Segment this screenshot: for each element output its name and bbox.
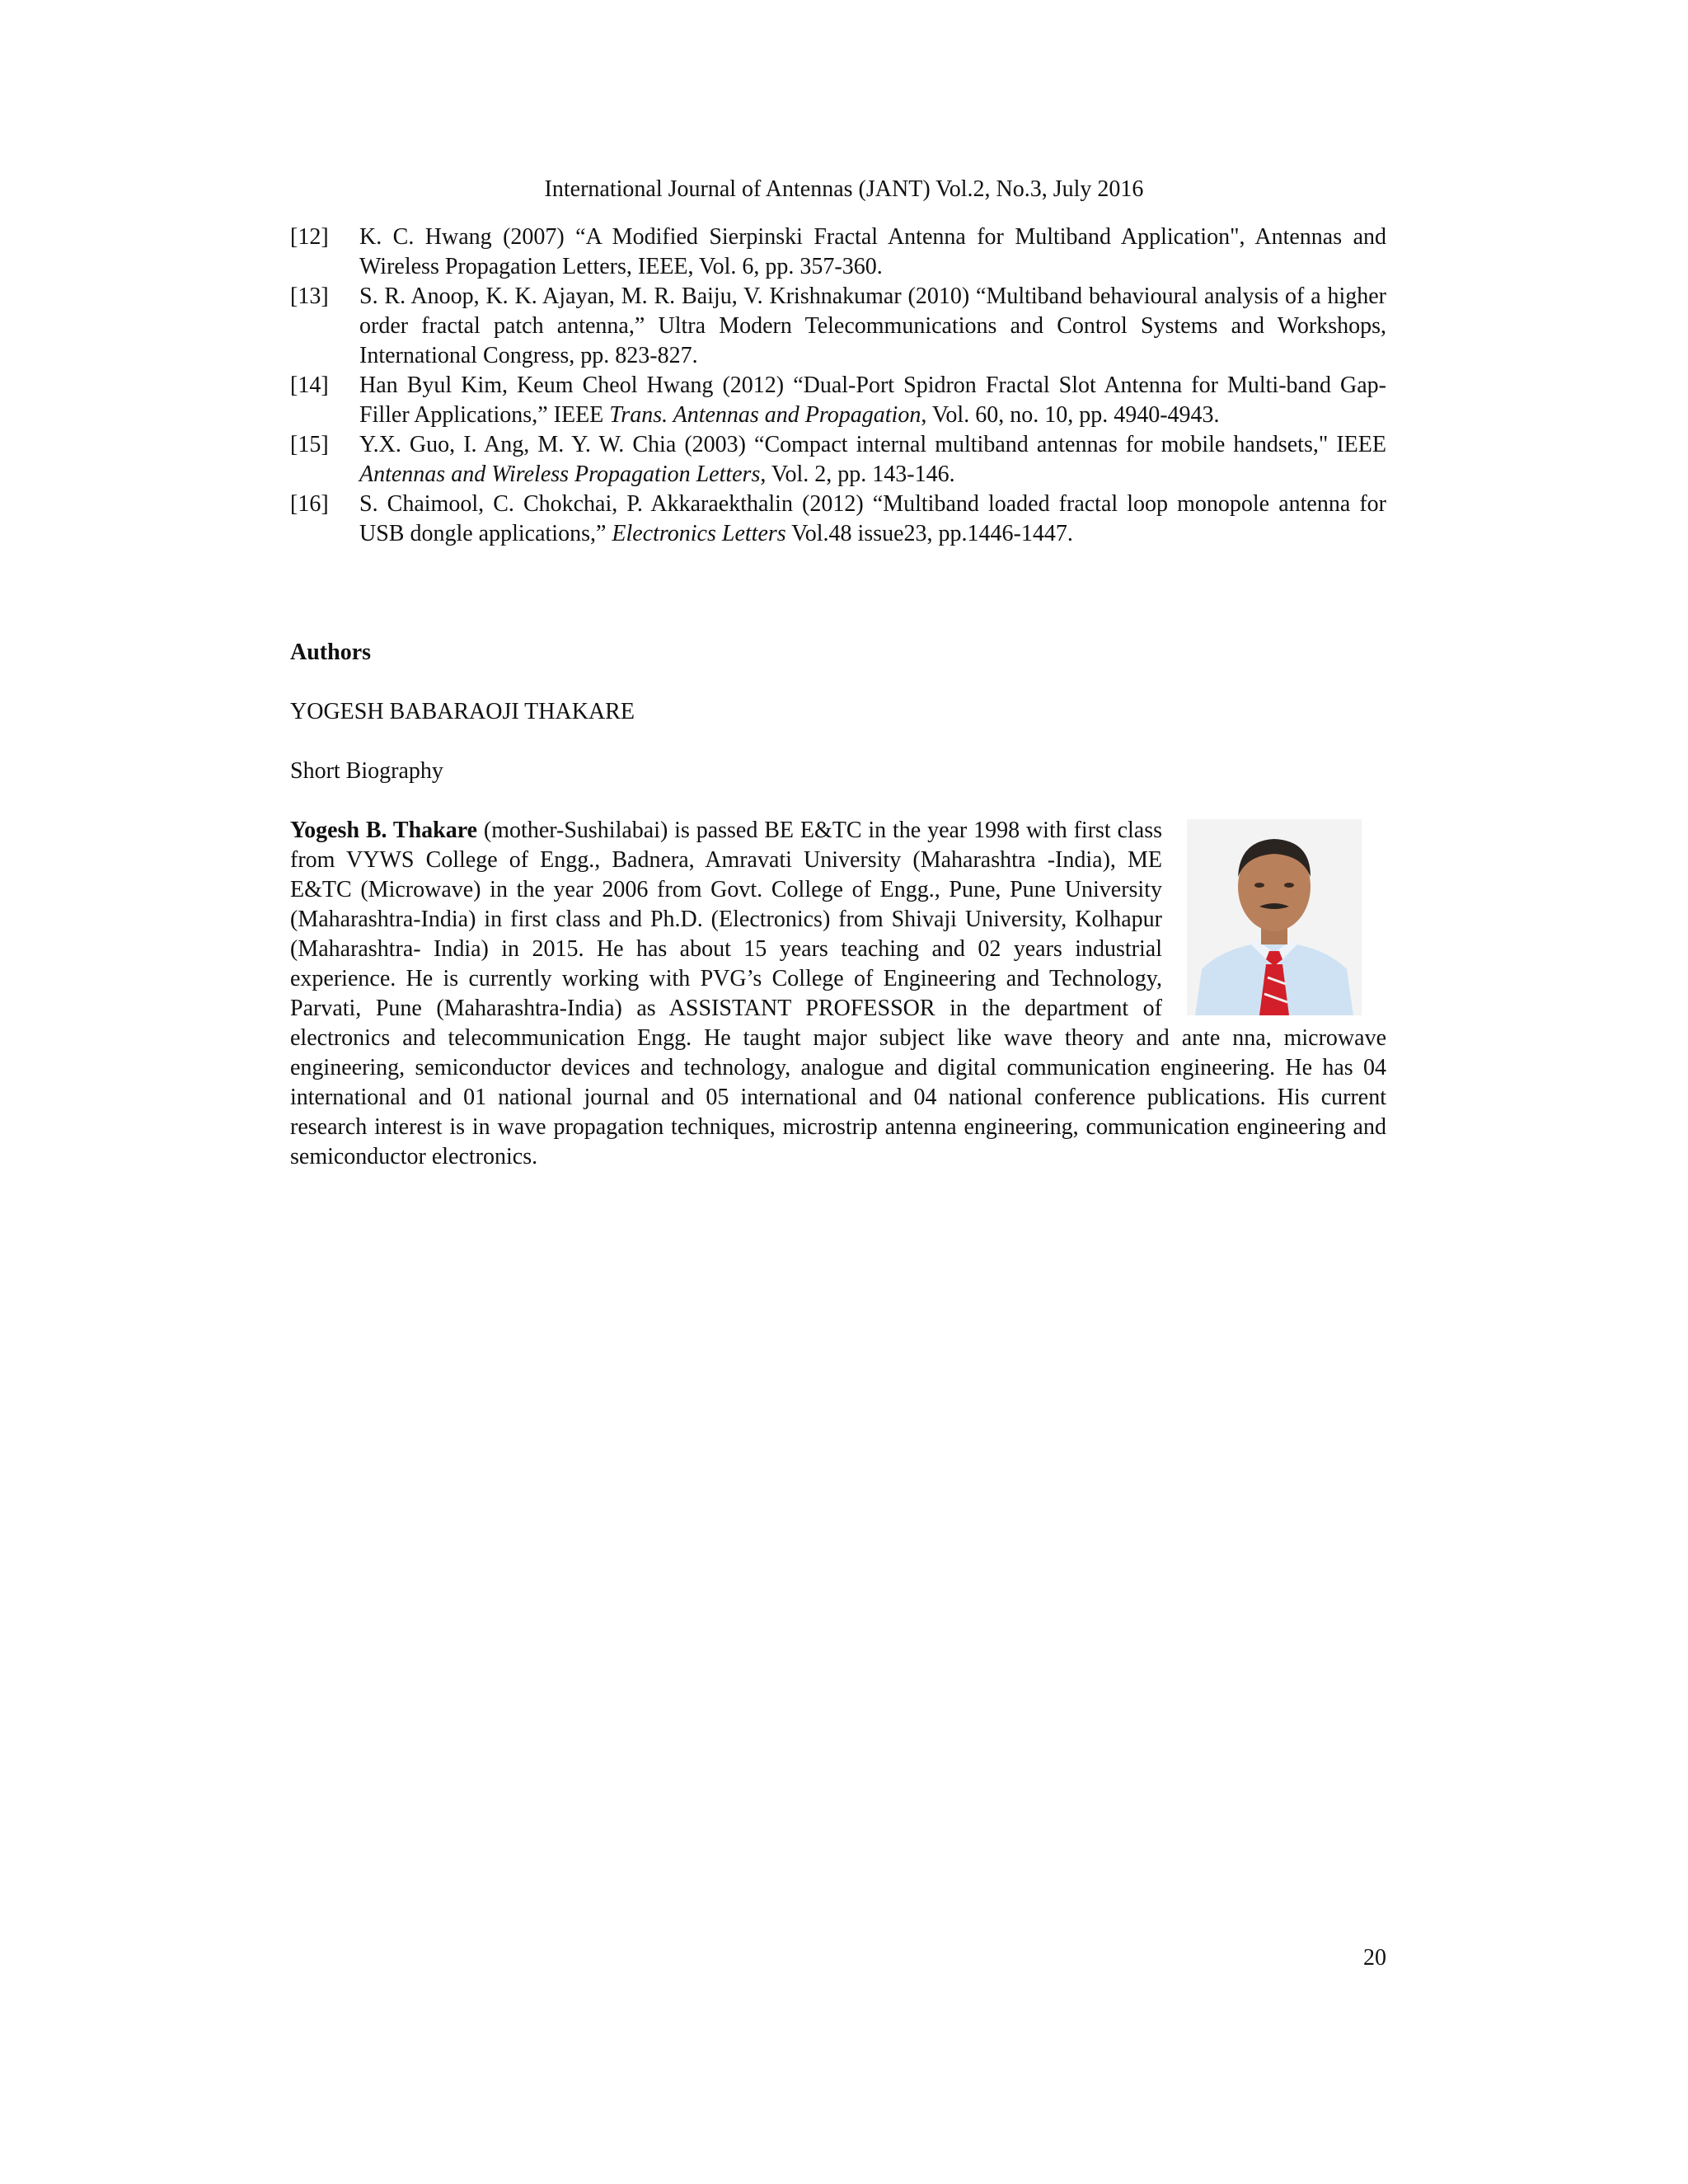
author-name: YOGESH BABARAOJI THAKARE: [290, 699, 635, 724]
author-biography: [290, 816, 1386, 1172]
reference-item: [290, 371, 1386, 430]
biography-text: (mother-Sushilabai) is passed BE E&TC in the year 1998 with first class from VYWS College of Engg., Badnera, Amravati University (Maharashtra -India), ME E&TC (Microwave) in the year 2006 from Govt. College of Engg., Pune, Pune University (Maharashtra-India) in first class and Ph.D. (Electronics) from Shivaji University, Kolhapur (Maharashtra- India) in 2015. He has about 15 years teaching and 02 years industrial experience. He is currently working with PVG’s College of Engineering and Technology, Parvati, Pune (Maharashtra-India) as ASSISTANT PROFESSOR in the department of electronics and telecommunication Engg. He taught major subject like wave theory and ante nna, microwave engineering, semiconductor devices and technology, analogue and digital communication engineering. He has 04 international and 01 national journal and 05 international and 04 national conference publications. His current research interest is in wave propagation techniques, microstrip antenna engineering, communication engineering and semiconductor electronics.: [290, 818, 1386, 1169]
reference-item: [290, 430, 1386, 490]
biography-author-name: Yogesh B. Thakare: [290, 818, 478, 843]
reference-item: [290, 223, 1386, 282]
reference-number: [12]: [290, 224, 329, 250]
authors-heading: Authors: [290, 640, 372, 665]
reference-text: S. R. Anoop, K. K. Ajayan, M. R. Baiju, V. Krishnakumar (2010) “Multiband behavioural analysis of a higher order fractal patch antenna,” Ultra Modern Telecommunications and Control Systems and Workshops, International Congress, pp. 823-827.: [359, 284, 1386, 368]
reference-list: [290, 223, 1386, 549]
short-biography-label: Short Biography: [290, 758, 443, 784]
reference-number: [16]: [290, 491, 329, 517]
reference-item: [290, 490, 1386, 549]
reference-number: [15]: [290, 432, 329, 457]
reference-item: [290, 282, 1386, 371]
running-header: International Journal of Antennas (JANT) Vol.2, No.3, July 2016: [544, 176, 1144, 202]
reference-number: [14]: [290, 373, 329, 398]
reference-text: Han Byul Kim, Keum Cheol Hwang (2012) “Dual-Port Spidron Fractal Slot Antenna for Multi-band Gap-Filler Applications,” IEEE Trans. Antennas and Propagation, Vol. 60, no. 10, pp. 4940-4943.: [359, 373, 1386, 428]
reference-text: K. C. Hwang (2007) “A Modified Sierpinski Fractal Antenna for Multiband Application", Antennas and Wireless Propagation Letters, IEEE, Vol. 6, pp. 357-360.: [359, 224, 1386, 279]
reference-number: [13]: [290, 284, 329, 309]
reference-text: S. Chaimool, C. Chokchai, P. Akkaraekthalin (2012) “Multiband loaded fractal loop monopole antenna for USB dongle applications,” Electronics Letters Vol.48 issue23, pp.1446-1447.: [359, 491, 1386, 546]
reference-text: Y.X. Guo, I. Ang, M. Y. W. Chia (2003) “Compact internal multiband antennas for mobile handsets," IEEE Antennas and Wireless Propagation Letters, Vol. 2, pp. 143-146.: [359, 432, 1386, 487]
page-number: 20: [1363, 1945, 1386, 1971]
author-photo: [1187, 819, 1362, 1015]
